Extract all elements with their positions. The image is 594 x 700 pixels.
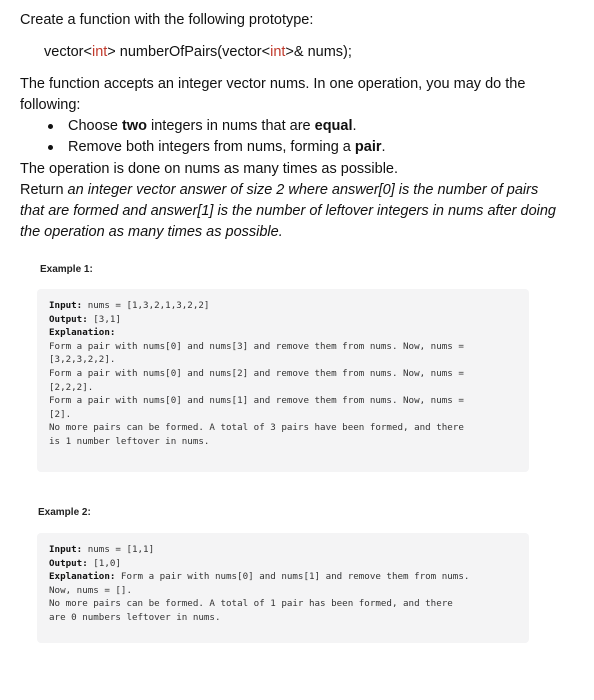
example-1-title: Example 1:	[40, 264, 93, 275]
example-explanation	[49, 570, 517, 584]
item-text: Choose	[68, 118, 123, 134]
example-output	[49, 557, 517, 571]
item-bold: equal	[314, 118, 353, 134]
function-prototype	[44, 44, 352, 60]
output-value: [1,0]	[87, 557, 121, 569]
example-1-box	[37, 289, 529, 472]
explanation-line: No more pairs can be formed. A total of 1 pair has been formed, and there	[49, 598, 453, 610]
item-bold: pair	[354, 139, 382, 155]
operation-list	[44, 116, 386, 158]
return-description	[20, 180, 580, 243]
return-italic: an integer vector answer of size 2 where answer[0] is the number of pairs	[63, 182, 539, 198]
output-label: Output:	[49, 557, 88, 569]
operation-item	[44, 116, 386, 137]
example-input	[49, 543, 517, 557]
item-bold: two	[122, 118, 147, 134]
operation-item	[44, 137, 386, 158]
explanation-label: Explanation:	[49, 327, 116, 339]
input-value: nums = [1,1]	[82, 544, 155, 555]
return-line	[20, 180, 580, 201]
explanation-line: [3,2,3,2,2].	[49, 354, 116, 366]
explanation-text: Form a pair with nums[0] and nums[1] and remove them from nums.	[115, 571, 470, 583]
return-lead: Return	[20, 182, 64, 198]
description-line: The function accepts an integer vector nums. In one operation, you may do the	[20, 76, 526, 92]
item-text: Remove both integers from nums, forming a	[68, 139, 355, 155]
explanation-line: Form a pair with nums[0] and nums[1] and remove them from nums. Now, nums =	[49, 395, 464, 407]
item-text: .	[381, 139, 386, 155]
explanation-line: Now, nums = [].	[49, 584, 132, 596]
explanation-line: Form a pair with nums[0] and nums[2] and remove them from nums. Now, nums =	[49, 367, 464, 379]
prototype-part: vector<	[44, 44, 92, 60]
explanation-line: No more pairs can be formed. A total of 3 pairs have been formed, and there	[49, 422, 464, 434]
item-text: integers in nums that are	[146, 118, 315, 134]
item-text: .	[352, 118, 357, 134]
operation-note: The operation is done on nums as many times as possible.	[20, 161, 399, 177]
explanation-line: is 1 number leftover in nums.	[49, 435, 210, 447]
input-label: Input:	[49, 544, 83, 555]
output-value: [3,1]	[87, 313, 121, 325]
intro-text: Create a function with the following prototype:	[20, 12, 314, 28]
example-input	[49, 299, 517, 313]
prototype-type: int	[91, 44, 108, 60]
prototype-part: > numberOfPairs(vector<	[107, 44, 271, 60]
prototype-part: >& nums);	[285, 44, 352, 60]
description-line: following:	[20, 97, 81, 113]
example-explanation-label	[49, 326, 517, 340]
explanation-line: [2].	[49, 408, 72, 420]
input-value: nums = [1,3,2,1,3,2,2]	[82, 300, 210, 311]
example-2-box	[37, 533, 529, 643]
return-line: that are formed and answer[1] is the number of leftover integers in nums after doing	[20, 203, 556, 219]
output-label: Output:	[49, 313, 88, 325]
input-label: Input:	[49, 300, 83, 311]
example-2-title: Example 2:	[38, 507, 91, 518]
explanation-line: are 0 numbers leftover in nums.	[49, 611, 221, 623]
explanation-label: Explanation:	[49, 571, 116, 583]
prototype-type: int	[270, 44, 286, 60]
example-output	[49, 313, 517, 327]
explanation-line: [2,2,2].	[49, 381, 94, 393]
return-line: the operation as many times as possible.	[20, 224, 283, 240]
description	[20, 74, 580, 116]
explanation-line: Form a pair with nums[0] and nums[3] and remove them from nums. Now, nums =	[49, 340, 464, 352]
